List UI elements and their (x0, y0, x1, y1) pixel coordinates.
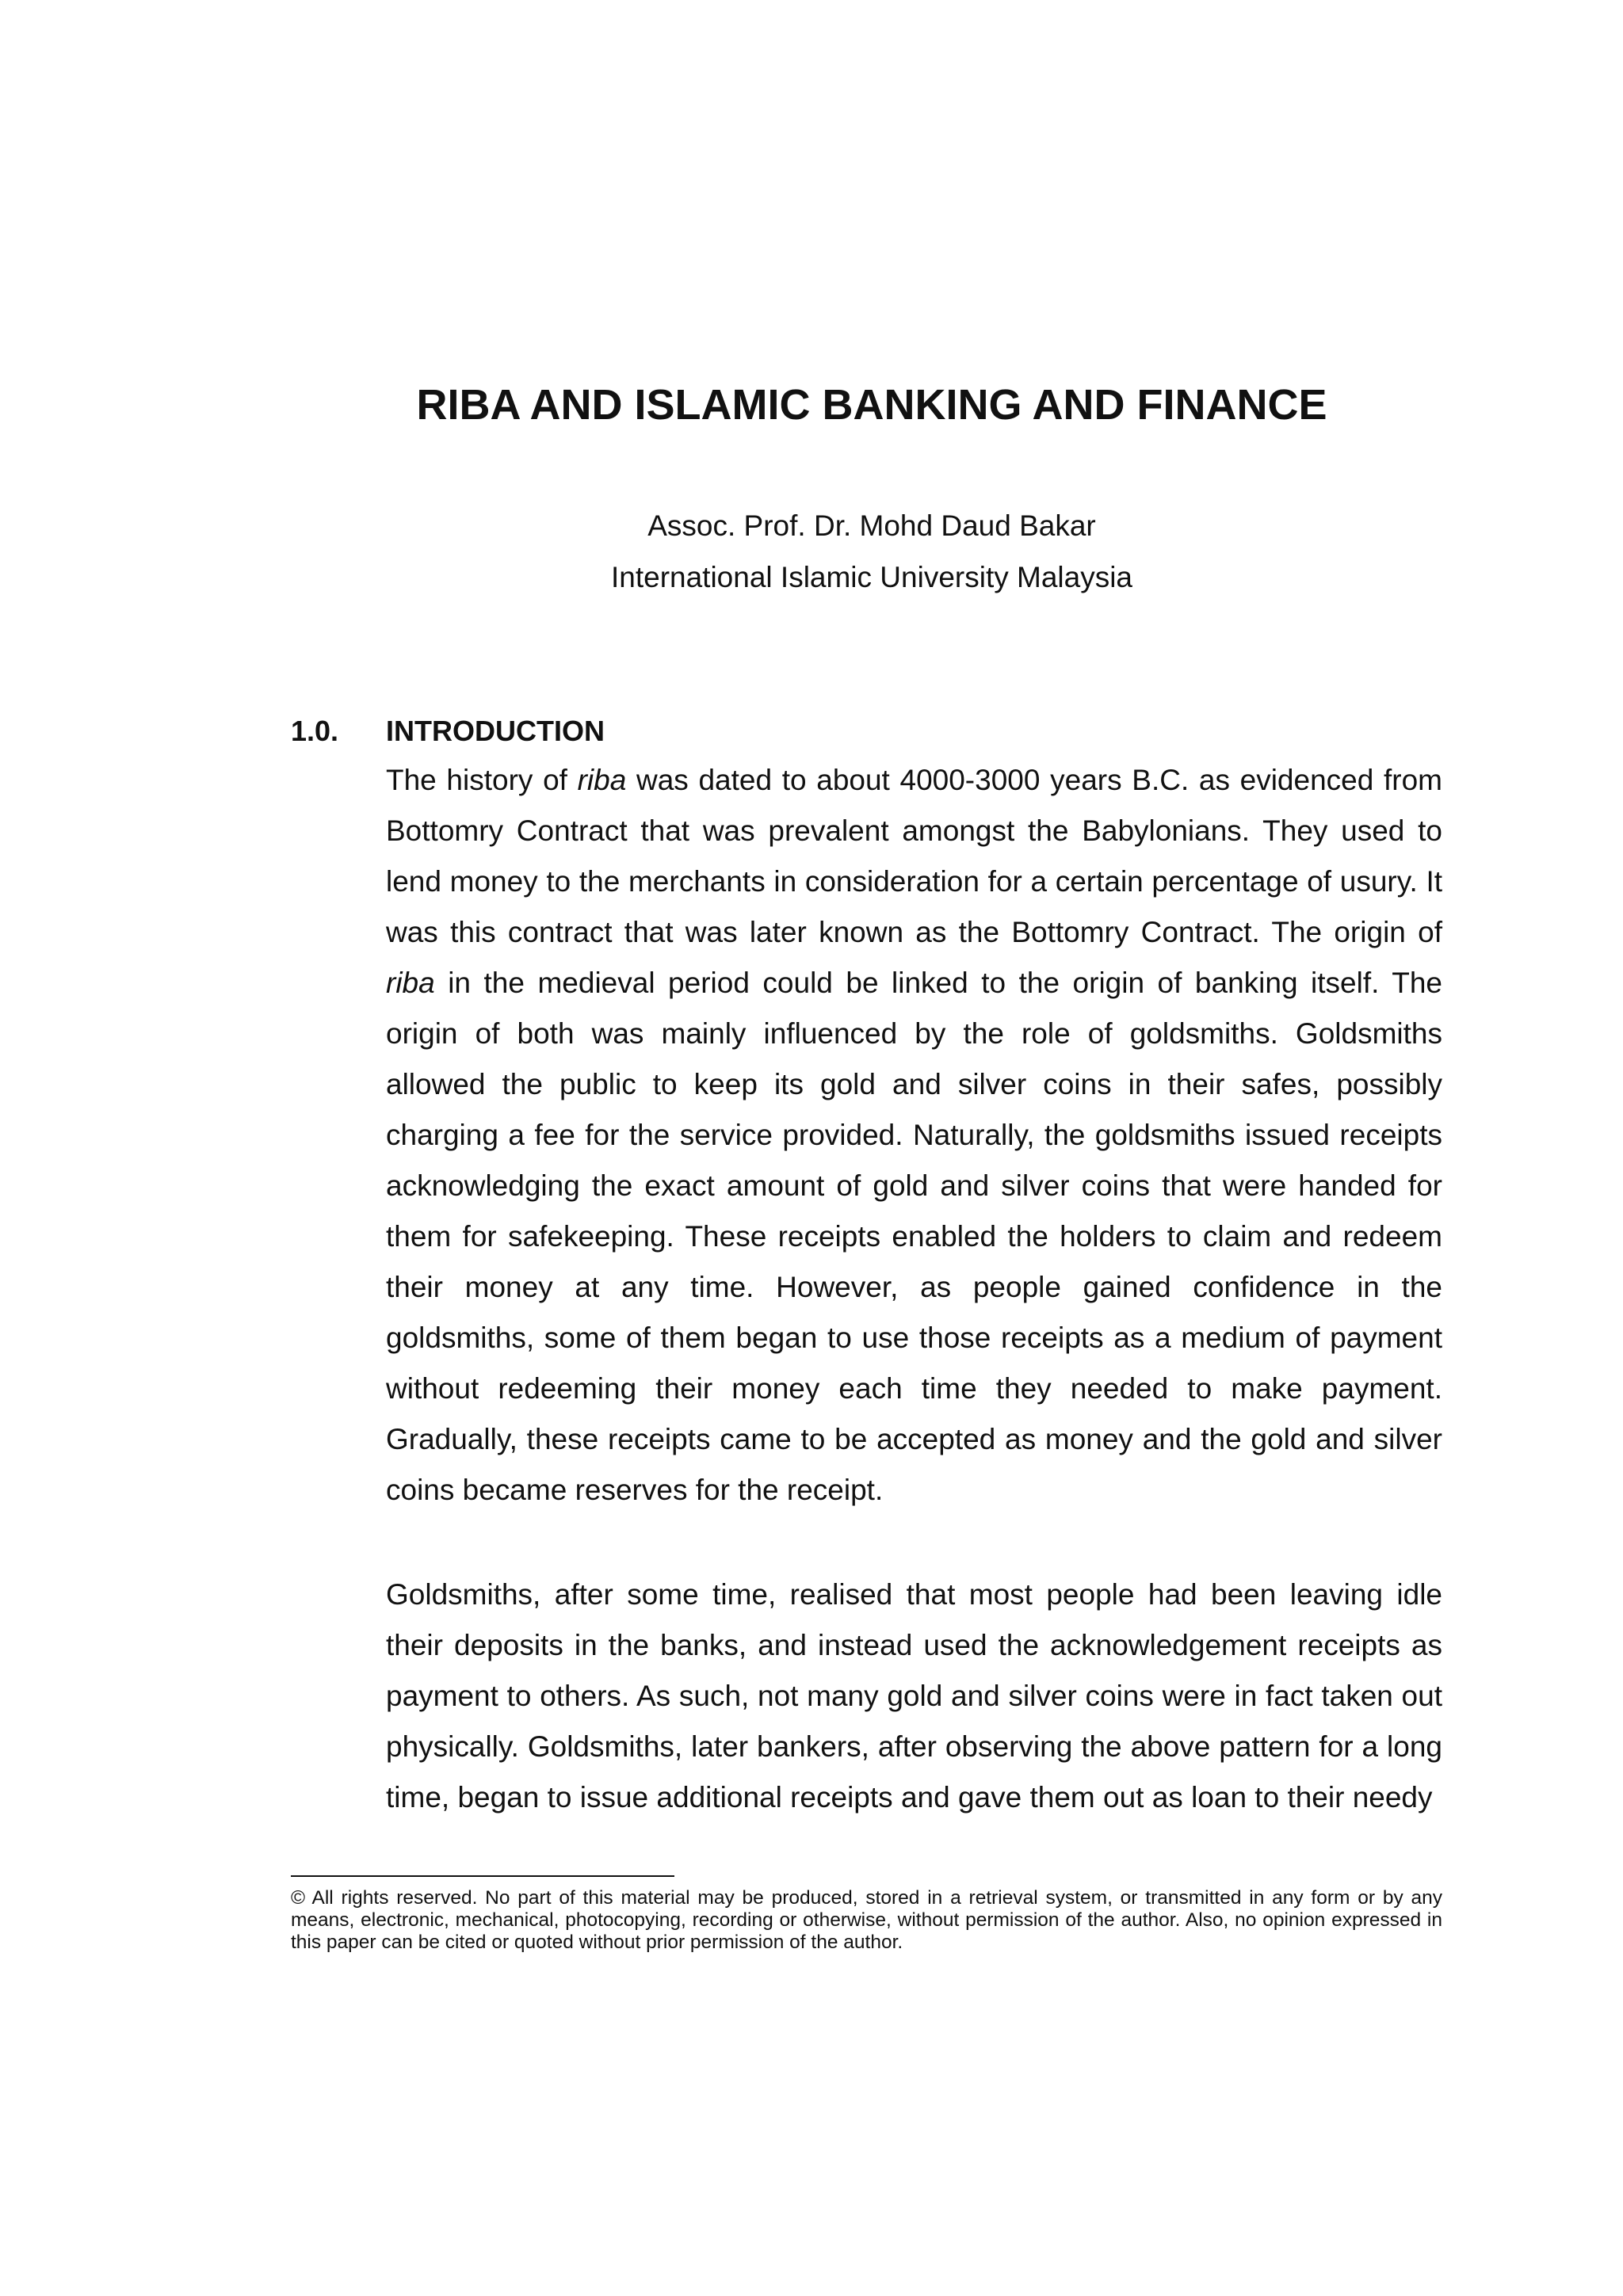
section-heading (291, 715, 605, 748)
body-paragraph-2: Goldsmiths, after some time, realised that most people had been leaving idle their deposits in the banks, and instead used the acknowledgement receipts as payment to others. As such, not many gold and silver coins were in fact taken out physically. Goldsmiths, later bankers, after observing the above pattern for a long time, began to issue additional receipts and gave them out as loan to their needy (386, 1578, 1442, 1814)
author-affiliation: International Islamic University Malaysia (610, 561, 1132, 593)
body-paragraph-1 (386, 755, 1442, 1516)
copyright-footnote: © All rights reserved. No part of this material may be produced, stored in a retrieval system, or transmitted in any form or by any means, electronic, mechanical, photocopying, recording or otherwise, without permission of the author. Also, no opinion expressed in this paper can be cited or quoted without prior permission of the author. (291, 1887, 1442, 1953)
paragraph-1-text-a: The history of (386, 764, 578, 796)
footnote-divider (291, 1875, 674, 1877)
italic-term-riba: riba (577, 764, 627, 796)
paragraph-1-text-b: was dated to about 4000-3000 years B.C. as evidenced from Bottomry Contract that was prevalent amongst the Babylonians. They used to lend money to the merchants in consideration for a certain percentage of usury. It was this contract that was later known as the Bottomry Contract. The origin of (386, 764, 1442, 948)
section-title: INTRODUCTION (386, 715, 605, 747)
paragraph-1-text-c: in the medieval period could be linked to the origin of banking itself. The origin of both was mainly influenced by the role of goldsmiths. Goldsmiths allowed the public to keep its gold and silver coins in their safes, possibly charging a fee for the service provided. Naturally, the goldsmiths issued receipts acknowledging the exact amount of gold and silver coins that were handed for them for safekeeping. These receipts enabled the holders to claim and redeem their money at any time. However, as people gained confidence in the goldsmiths, some of them began to use those receipts as a medium of payment without redeeming their money each time they needed to make payment. Gradually, these receipts came to be accepted as money and the gold and silver coins became reserves for the receipt. (386, 967, 1442, 1506)
document-title (0, 380, 1623, 429)
section-number: 1.0. (291, 715, 339, 747)
italic-term-riba: riba (386, 967, 435, 999)
document-title-text: RIBA AND ISLAMIC BANKING AND FINANCE (416, 381, 1327, 429)
author-name: Assoc. Prof. Dr. Mohd Daud Bakar (647, 509, 1096, 542)
